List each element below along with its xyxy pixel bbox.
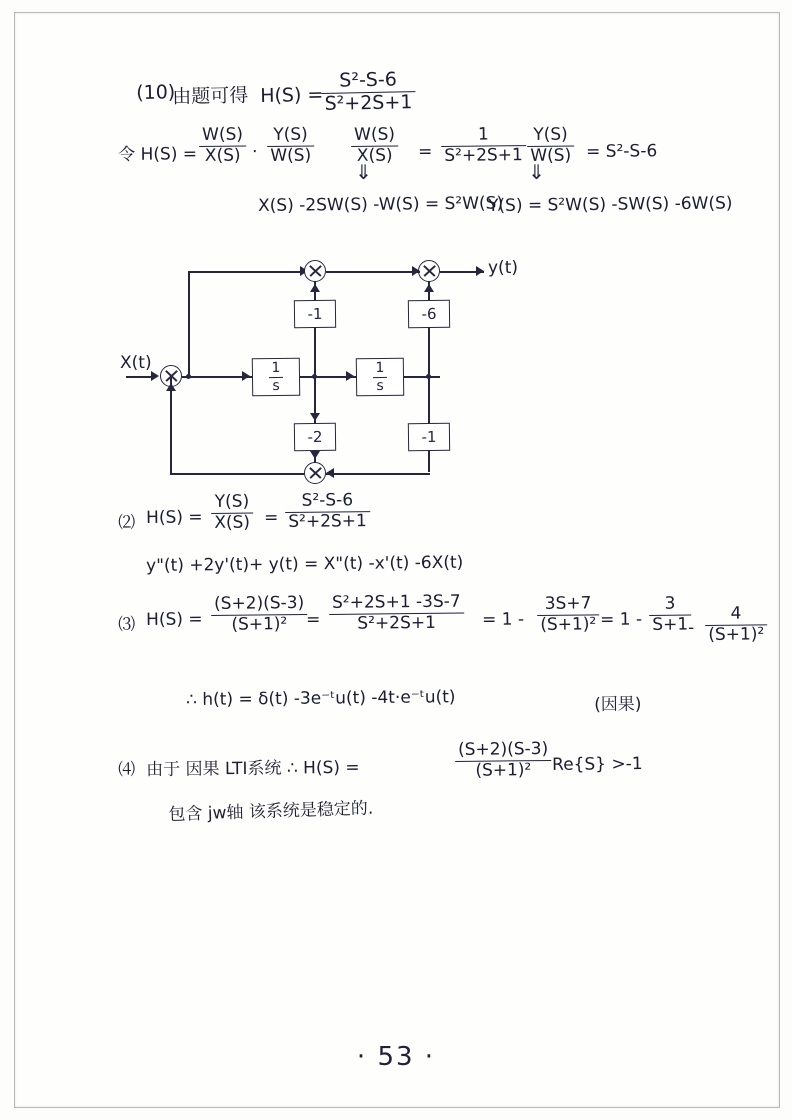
item3-rem-den: (S+1)² (540, 614, 597, 635)
frac-w-over-x-a (196, 126, 249, 165)
arrow-input (151, 371, 159, 381)
arrow-feedback-into-input-adder (166, 383, 176, 391)
arrow-into-gain-minus-2 (310, 413, 320, 421)
adder-bottom (304, 462, 326, 484)
frac-y-over-w-a (264, 126, 317, 165)
arrow-to-top-adder-right (424, 284, 434, 292)
one-num: 1 (441, 126, 526, 147)
arrow-into-bottom-adder-top (310, 451, 320, 459)
wire-top-mid (326, 271, 420, 273)
arrow-bottom-right (326, 468, 334, 478)
item3-p2-num: 4 (705, 605, 767, 625)
item3-rem-num: 3S+7 (537, 595, 599, 615)
wx-num-b: W(S) (351, 126, 398, 146)
wire-node-up (188, 271, 190, 377)
gain-minus-6-top-block (408, 300, 450, 329)
frac-one-over-denom (438, 126, 529, 166)
wire-feedback-bottom (170, 473, 304, 475)
item10-h-lead: H(S) = (260, 83, 324, 107)
gain-minus-6-top-label: -6 (421, 304, 437, 324)
yw-den-b: W(S) (530, 145, 572, 166)
down-arrow-right: ⇓ (528, 160, 545, 184)
item3-causal-note: (因果) (594, 694, 642, 715)
item2-h-lead: H(S) = (146, 507, 203, 528)
item3-frac-remainder (534, 595, 602, 634)
down-arrow-left: ⇓ (355, 160, 372, 184)
item3-eq1: = (306, 609, 321, 630)
integrator-2-den: s (376, 377, 384, 394)
item3-p1-num: 3 (649, 596, 691, 616)
eq-sign-1: = (418, 141, 433, 162)
integrator-2-block (356, 358, 404, 397)
item3-fact-den: (S+1)² (231, 614, 288, 635)
item4-frac (452, 738, 555, 781)
gain-minus-1-top-label: -1 (307, 304, 323, 324)
item10-num: S²-S-6 (321, 70, 415, 94)
adder-top-right (418, 260, 440, 282)
adder-top-left (304, 260, 326, 282)
item2-yx-num: Y(S) (211, 494, 253, 514)
item2-tf-num: S²-S-6 (285, 492, 370, 513)
item4-tag: ⑷ (118, 759, 136, 780)
item2-eq: = (264, 507, 279, 528)
yw-den-a: W(S) (270, 145, 312, 166)
item3-h-lead: H(S) = (146, 609, 203, 630)
item3-eq3: = 1 - (600, 609, 643, 630)
item4-text2: 包含 jw轴 该系统是稳定的. (168, 798, 374, 825)
item3-frac-part1 (646, 595, 694, 634)
wire-top-left (188, 271, 314, 273)
item3-p1-den: S+1 (652, 614, 689, 635)
item2-frac-transfer (282, 492, 373, 532)
yw-num-a: Y(S) (267, 126, 314, 146)
gain-minus-1-bottom-label: -1 (421, 427, 437, 447)
gain-minus-1-bottom-block (408, 423, 450, 452)
equation-w: X(S) -2SW(S) -W(S) = S²W(S) (258, 193, 504, 216)
wx-num-a: W(S) (199, 126, 246, 146)
item3-p2-den: (S+1)² (708, 624, 765, 645)
item3-frac-expanded (326, 591, 467, 634)
diagram-input-label: X(t) (120, 353, 152, 373)
wire-int2-to-right (404, 376, 440, 378)
item10-tag: (10) (136, 81, 176, 104)
wx-den-a: X(S) (204, 145, 241, 166)
factorization-lead: 令 H(S) = (118, 144, 198, 165)
page-number: · 53 · (356, 1042, 436, 1072)
arrow-output (476, 266, 484, 276)
eq-sign-2: = S²-S-6 (586, 141, 658, 162)
item4-num: (S+2)(S-3) (455, 741, 551, 762)
wx-den-b: X(S) (356, 145, 393, 166)
integrator-1-num: 1 (268, 361, 283, 378)
item3-eq2: = 1 - (482, 609, 525, 630)
item3-frac-factored (208, 592, 311, 635)
equation-y: Y(S) = S²W(S) -SW(S) -6W(S) (488, 193, 733, 216)
item2-yx-den: X(S) (214, 512, 251, 533)
arrow-to-top-adder-left (310, 284, 320, 292)
arrow-to-int2 (346, 371, 354, 381)
item10-text: 由题可得 (172, 84, 249, 108)
multiply-dot: · (252, 141, 258, 162)
item3-frac-part2 (702, 605, 770, 644)
item2-ode: y"(t) +2y'(t)+ y(t) = X"(t) -x'(t) -6X(t) (146, 552, 464, 576)
item10-transfer-fraction (318, 70, 419, 115)
arrow-to-int1 (242, 371, 250, 381)
block-diagram (120, 255, 680, 505)
wire-input (126, 376, 154, 378)
integrator-2-num: 1 (372, 361, 387, 378)
integrator-1-block (252, 358, 300, 397)
integrator-1-den: s (272, 377, 280, 394)
yw-num-b: Y(S) (527, 126, 574, 146)
item4-den: (S+1)² (475, 760, 532, 781)
item3-impulse-response: ∴ h(t) = δ(t) -3e⁻ᵗu(t) -4t·e⁻ᵗu(t) (186, 687, 456, 710)
gain-minus-2-block (294, 423, 336, 452)
item2-tf-den: S²+2S+1 (288, 510, 367, 532)
item3-tag: ⑶ (118, 614, 136, 635)
item3-minus: - (688, 617, 695, 638)
item4-text1: 由于 因果 LTI系统 ∴ H(S) = (146, 757, 360, 780)
gain-minus-2-label: -2 (307, 427, 323, 447)
item3-fact-num: (S+2)(S-3) (211, 595, 307, 616)
item4-roc: Re{S} >-1 (552, 754, 643, 775)
diagram-output-label: y(t) (488, 258, 518, 278)
item3-exp-den: S²+2S+1 (357, 612, 436, 634)
wire-bottom-right (326, 473, 430, 475)
gain-minus-1-top-block (294, 300, 336, 329)
item3-exp-num: S²+2S+1 -3S-7 (329, 594, 464, 615)
item10-den: S²+2S+1 (324, 91, 413, 115)
arrow-top-mid (412, 266, 420, 276)
item2-tag: ⑵ (118, 512, 136, 533)
one-den: S²+2S+1 (444, 144, 523, 166)
item2-frac-y-x (208, 491, 256, 533)
